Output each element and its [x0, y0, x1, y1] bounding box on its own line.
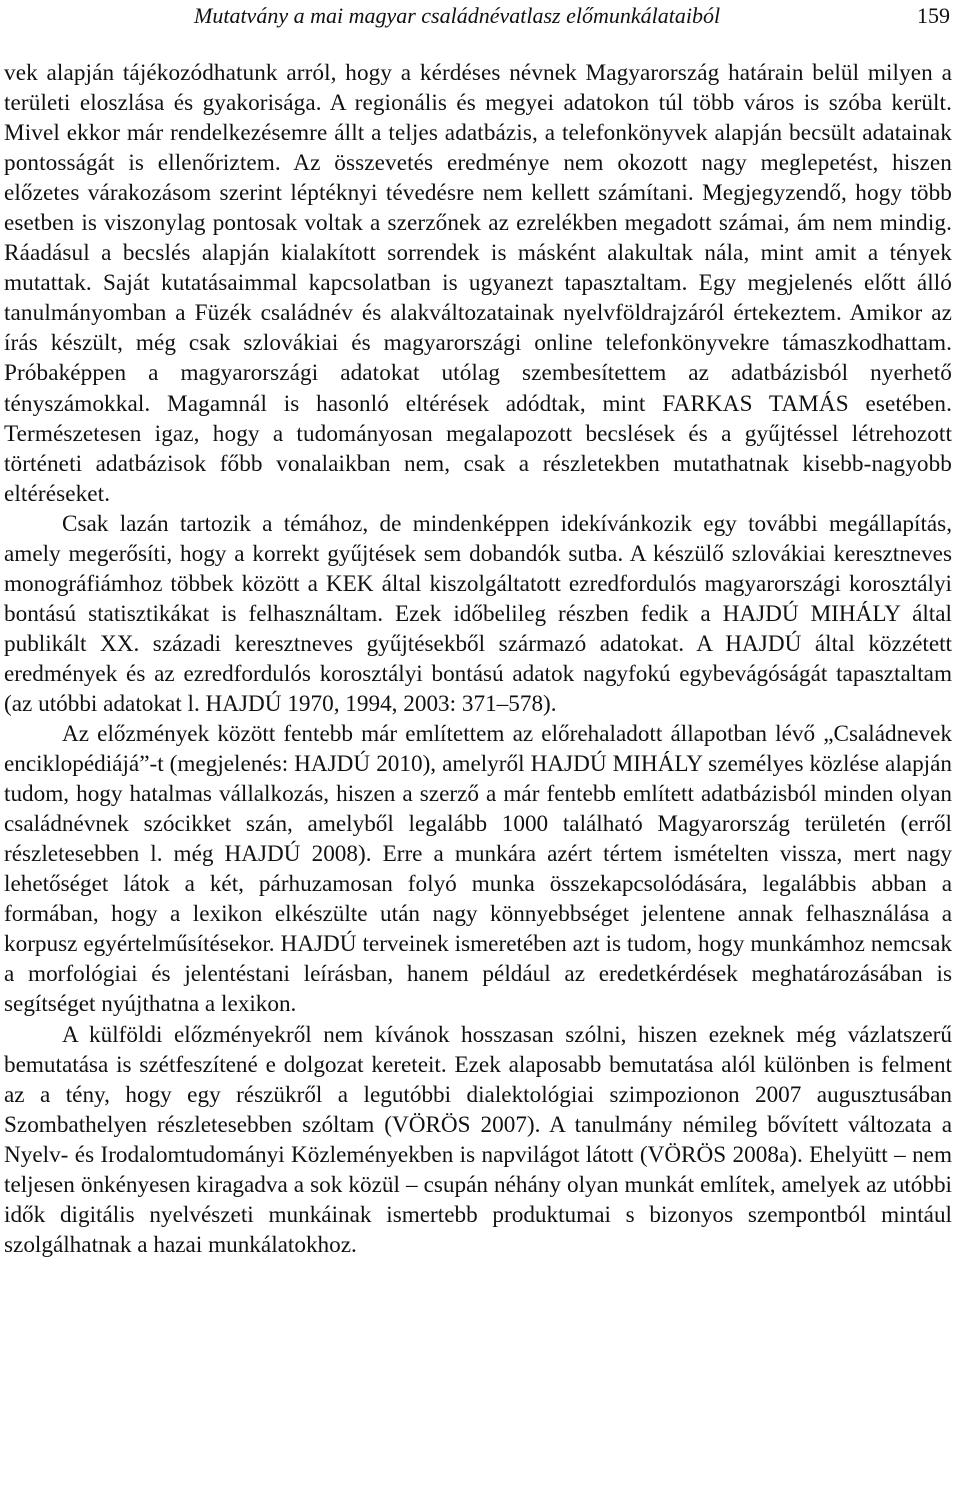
paragraph-1: vek alapján tájékozódhatunk arról, hogy a kérdéses névnek Magyarország határain belül milyen a területi eloszlása és gyakorisága. A regionális és megyei adatokon túl több város is szóba került. Mivel ekkor már rendelkezésemre állt a teljes adatbázis, a telefonkönyvek alapján becsült adatainak pontosságát is ellenőriztem. Az összevetés eredménye nem okozott nagy meglepetést, hiszen előzetes várakozásom szerint léptéknyi tévedésre nem kellett számítani. Megjegyzendő, hogy több esetben is viszonylag pontosak voltak a szerzőnek az ezrelékben megadott számai, ám nem mindig. Ráadásul a becslés alapján kialakított sorrendek is másként alakultak nála, mint amit a tények mutattak. Saját kutatásaimmal kapcsolatban is ugyanezt tapasztaltam. Egy megjelenés előtt álló tanulmányomban a Füzék családnév és alakváltozatainak nyelvföldrajzáról értekeztem. Amikor az írás készült, még csak szlovákiai és magyarországi online telefonkönyvekre támaszkodhattam. Próbaképpen a magyarországi adatokat utólag szembesítettem az adatbázisból nyerhető tényszámokkal. Magamnál is hasonló eltérések adódtak, mint FARKAS TAMÁS esetében. Természetesen igaz, hogy a tudományosan megalapozott becslések és a gyűjtéssel létrehozott történeti adatbázisok főbb vonalaikban nem, csak a részletekben mutathatnak kisebb-nagyobb eltéréseket.	[4, 60, 952, 507]
running-header	[4, 0, 954, 40]
paragraph-2: Csak lazán tartozik a témához, de mindenképpen idekívánkozik egy további megállapítás, amely megerősíti, hogy a korrekt gyűjtések sem dobandók sutba. A készülő szlovákiai keresztneves monográfiámhoz többek között a KEK által kiszolgáltatott ezredfordulós magyarországi korosztályi bontású statisztikákat is felhasználtam. Ezek időbelileg részben fedik a HAJDÚ MIHÁLY által publikált XX. századi keresztneves gyűjtésekből származó adatokat. A HAJDÚ által közzétett eredmények és az ezredfordulós korosztályi bontású adatok nagyfokú egybevágóságát tapasztaltam (az utóbbi adatokat l. HAJDÚ 1970, 1994, 2003: 371–578).	[4, 510, 952, 717]
body-text	[4, 58, 952, 1260]
paragraph-3: Az előzmények között fentebb már említettem az előrehaladott állapotban lévő „Családnevek enciklopédiájá”-t (megjelenés: HAJDÚ 2010), amelyről HAJDÚ MIHÁLY személyes közlése alapján tudom, hogy hatalmas vállalkozás, hiszen a szerző a már fentebb említett adatbázisból minden olyan családnévnek szócikket szán, amelyből legalább 1000 található Magyarország területén (erről részletesebben l. még HAJDÚ 2008). Erre a munkára azért tértem ismételten vissza, mert nagy lehetőséget látok a két, párhuzamosan folyó munka összekapcsolódására, legalábbis abban a formában, hogy a lexikon elkészülte után nagy könnyebbséget jelentene annak felhasználása a korpusz egyértelműsítésekor. HAJDÚ terveinek ismeretében azt is tudom, hogy munkámhoz nemcsak a morfológiai és jelentéstani leírásban, hanem például az eredetkérdések meghatározásában is segítséget nyújthatna a lexikon.	[4, 721, 952, 1018]
running-title: Mutatvány a mai magyar családnévatlasz előmunkálataiból	[194, 3, 721, 28]
paragraph-4: A külföldi előzményekről nem kívánok hosszasan szólni, hiszen ezeknek még vázlatszerű bemutatása is szétfeszítené e dolgozat kereteit. Ezek alaposabb bemutatása alól különben is felment az a tény, hogy egy részükről a legutóbbi dialektológiai szimpozionon 2007 augusztusában Szombathelyen részletesebben szóltam (VÖRÖS 2007). A tanulmány némileg bővített változata a Nyelv- és Irodalomtudományi Közleményekben is napvilágot látott (VÖRÖS 2008a). Ehelyütt – nem teljesen önkényesen kiragadva a sok közül – csupán néhány olyan munkát említek, amelyek az utóbbi idők digitális nyelvészeti munkáinak ismertebb produktumai s bizonyos szempontból mintául szolgálhatnak a hazai munkálatokhoz.	[4, 1021, 952, 1258]
page-number: 159	[917, 3, 950, 28]
